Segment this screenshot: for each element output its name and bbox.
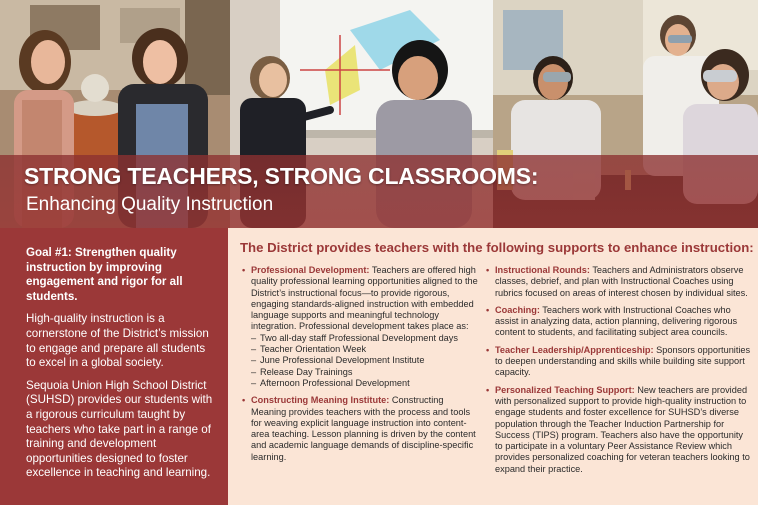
list-item [486,305,752,339]
list-item [486,265,752,299]
item-text: Constructing Meaning provides teachers with the process and tools for weaving explicit language instruction into content-area teaching. Lesson planning is driven by the content and academic language demands of discipline-specific learning. [251,395,476,462]
bullet-icon: • [242,395,246,406]
item-label: Instructional Rounds: [495,265,590,275]
item-label: Teacher Leadership/Apprenticeship: [495,344,654,355]
item-text: Teachers are offered high quality professional learning opportunities aligned to the District’s instructional focus—to provide rigorous, engaging standards-aligned instruction with embedded language supports and meaningful technology integration. Professional development takes place as: [251,265,478,332]
item-label: Personalized Teaching Support: [495,384,635,395]
item-text: Teachers work with Instructional Coaches who assist in analyzing data, action planning, delivering rigorous content to students, and facilitating subject area councils. [495,304,738,338]
supports-panel [228,228,758,505]
sub-list-item: – Two all-day staff Professional Development days [251,332,458,343]
supports-column-right [486,265,752,481]
goal-paragraph: High-quality instruction is a cornerstone of the District’s mission to engage and prepare all students to excel in a global society. [26,312,209,370]
bullet-icon: • [486,384,490,395]
list-item [242,265,480,389]
list-item [242,395,480,463]
supports-column-left [242,265,480,469]
sub-list-item: – June Professional Development Institute [251,355,425,366]
goal-heading: Goal #1: Strengthen quality instruction by improving engagement and rigor for all students. [26,246,183,303]
bullet-icon: • [486,304,490,315]
item-text: New teachers are provided with personalized support to provide high-quality instruction to engage students and foster excellence for SUHSD’s diverse population through the Teacher Induction Partnership for Success (TIPS) program. Teachers also have the opportunity to participate in a voluntary Peer Assistance Review which provides personalized coaching for veteran teachers looking to expand their practice. [495,384,750,474]
item-label: Coaching: [495,304,540,315]
goal-panel [0,228,228,505]
item-label: Constructing Meaning Institute: [251,395,390,406]
page-subtitle: Enhancing Quality Instruction [26,194,274,215]
sub-list-item: – Afternoon Professional Development [251,377,410,388]
bullet-icon: • [242,265,246,275]
item-text: Sponsors opportunities to deepen understanding and skills while building site support capacity. [495,344,751,378]
supports-heading: The District provides teachers with the following supports to enhance instruction: [240,240,754,255]
item-text: Teachers and Administrators observe classes, debrief, and plan with Instructional Coaches using rubrics focused on areas of interest chosen by individual sites. [495,265,748,298]
item-label: Professional Development: [251,265,370,275]
sub-list-item: – Release Day Trainings [251,366,353,377]
list-item [486,385,752,475]
bullet-icon: • [486,265,490,275]
page-title: STRONG TEACHERS, STRONG CLASSROOMS: [24,163,539,189]
list-item [486,345,752,379]
sub-list [251,333,480,389]
bullet-icon: • [486,344,490,355]
sub-list-item: – Teacher Orientation Week [251,344,367,355]
goal-paragraph: Sequoia Union High School District (SUHSD) provides our students with a rigorous curriculum taught by teachers who take part in a range of training and development opportunities designed to foster excellence in teaching and learning. [26,378,213,480]
